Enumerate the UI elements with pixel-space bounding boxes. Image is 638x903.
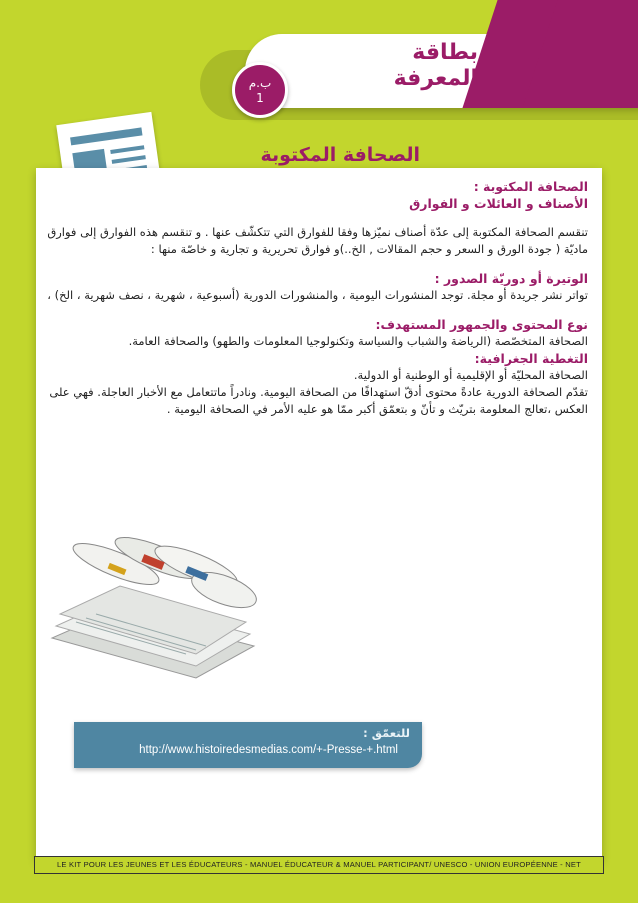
further-reading-label: للتعمّق : xyxy=(363,726,410,740)
geography-paragraph-2: تقدّم الصحافة الدورية عادةً محتوى أدقّ استهدافًا من الصحافة اليومية. ونادراً ماتتعامل مع الأخبار العاجلة. فهي على العكس ،تعالج المعلومة بتريّث و تأنّ و بتعمّق أكبر ممّا هو عليه الأمر في الصحافة اليومية . xyxy=(49,385,588,416)
article-heading: الصحافة المكتوبة : xyxy=(473,179,588,194)
badge-code: ب.م xyxy=(248,76,272,90)
newspapers-photo xyxy=(46,518,258,686)
frequency-paragraph: تواتر نشر جريدة أو مجلة. توجد المنشورات اليومية ، والمنشورات الدورية (أسبوعية ، شهرية ، نصف شهرية ، الخ) ، xyxy=(47,288,588,302)
card-badge xyxy=(232,62,288,118)
banner-accent xyxy=(510,0,638,108)
geography-heading: التغطية الجغرافية: xyxy=(474,351,588,366)
card-title-line2: المعرفة xyxy=(393,66,478,91)
article-body xyxy=(46,178,588,418)
card-title-line1: بطاقة xyxy=(412,40,478,65)
further-reading-link[interactable]: http://www.histoiredesmedias.com/+-Presse-+.html xyxy=(139,744,398,756)
badge-number: 1 xyxy=(256,91,264,105)
section-title: الصحافة المكتوبة xyxy=(260,144,420,166)
footer-credits: LE KIT POUR LES JEUNES ET LES ÉDUCATEURS - MANUEL ÉDUCATEUR & MANUEL PARTICIPANT/ UNESCO - UNION EUROPÉENNE - NET xyxy=(34,856,604,874)
intro-paragraph: تنقسم الصحافة المكتوبة إلى عدّة أصناف نميّزها وفقا للفوارق التي تتكشّف عنها . و تنقسم هذه الفوارق إلى فوارق ماديّة ( جودة الورق و السعر و حجم المقالات , الخ..)و فوارق تحريرية و تجارية و خاصّة منها : xyxy=(47,225,588,256)
geography-paragraph-1: الصحافة المحليّة أو الإقليمية أو الوطنية أو الدولية. xyxy=(353,368,588,382)
card-title xyxy=(338,40,478,92)
audience-paragraph: الصحافة المتخصّصة (الرياضة والشباب والسياسة وتكنولوجيا المعلومات والطهو) والصحافة العامة. xyxy=(128,334,588,348)
further-reading-box xyxy=(74,722,422,768)
frequency-heading: الوتيرة أو دوريّة الصدور : xyxy=(434,271,588,286)
audience-heading: نوع المحتوى والجمهور المستهدف: xyxy=(375,317,588,332)
article-subheading: الأصناف و العائلات و الفوارق xyxy=(409,196,588,211)
